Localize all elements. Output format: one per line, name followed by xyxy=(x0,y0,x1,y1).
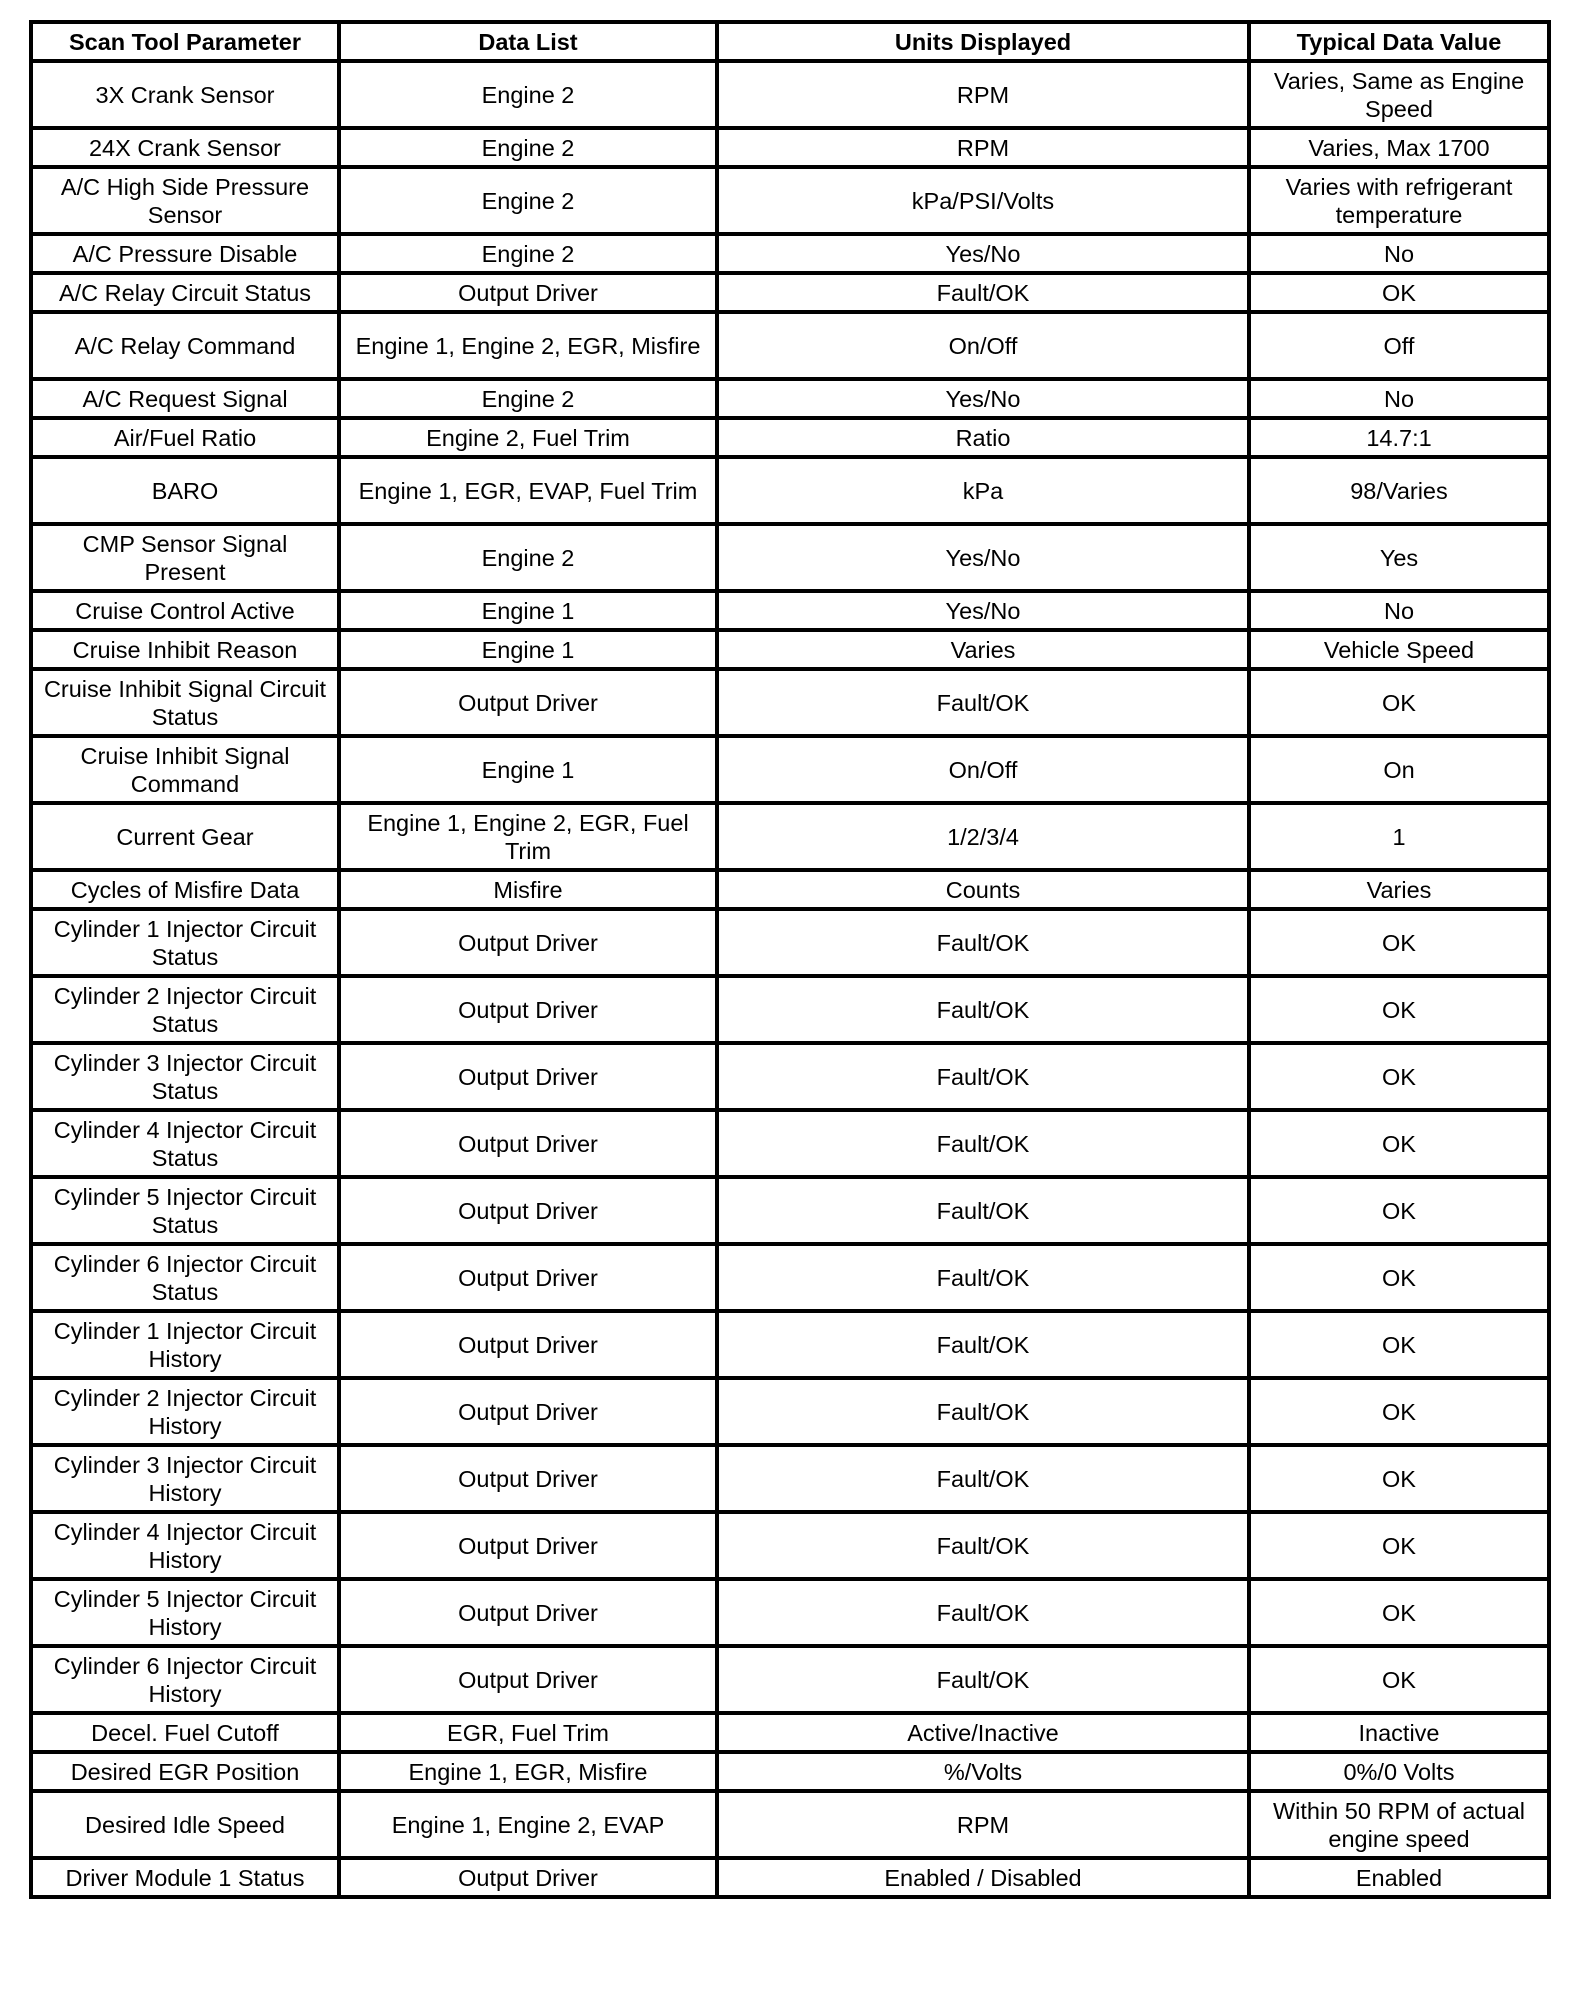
data-list-cell: Engine 2 xyxy=(339,379,717,418)
header-typical-data-value: Typical Data Value xyxy=(1249,22,1549,61)
table-body xyxy=(31,61,1549,1897)
units-cell: Counts xyxy=(717,870,1249,909)
typical-value-cell: OK xyxy=(1249,1311,1549,1378)
units-cell: Fault/OK xyxy=(717,1646,1249,1713)
units-cell: RPM xyxy=(717,1791,1249,1858)
units-cell: Yes/No xyxy=(717,234,1249,273)
units-cell: Fault/OK xyxy=(717,1378,1249,1445)
data-list-cell: Output Driver xyxy=(339,1646,717,1713)
typical-value-cell: OK xyxy=(1249,1579,1549,1646)
units-cell: 1/2/3/4 xyxy=(717,803,1249,870)
table-row xyxy=(31,1752,1549,1791)
data-list-cell: Output Driver xyxy=(339,1311,717,1378)
parameter-cell: Current Gear xyxy=(31,803,339,870)
units-cell: Fault/OK xyxy=(717,1043,1249,1110)
data-list-cell: Engine 2 xyxy=(339,61,717,128)
parameter-cell: Cruise Control Active xyxy=(31,591,339,630)
table-row xyxy=(31,1445,1549,1512)
parameter-cell: Cylinder 5 Injector Circuit History xyxy=(31,1579,339,1646)
typical-value-cell: Varies, Max 1700 xyxy=(1249,128,1549,167)
units-cell: Active/Inactive xyxy=(717,1713,1249,1752)
units-cell: Fault/OK xyxy=(717,976,1249,1043)
units-cell: Fault/OK xyxy=(717,1244,1249,1311)
data-list-cell: Engine 2 xyxy=(339,234,717,273)
data-list-cell: Output Driver xyxy=(339,1858,717,1897)
header-units-displayed: Units Displayed xyxy=(717,22,1249,61)
units-cell: Fault/OK xyxy=(717,1512,1249,1579)
data-list-cell: Output Driver xyxy=(339,909,717,976)
table-row xyxy=(31,1244,1549,1311)
data-list-cell: Output Driver xyxy=(339,976,717,1043)
header-data-list: Data List xyxy=(339,22,717,61)
table-row xyxy=(31,167,1549,234)
units-cell: On/Off xyxy=(717,312,1249,379)
table-row xyxy=(31,1858,1549,1897)
parameter-cell: Cylinder 3 Injector Circuit Status xyxy=(31,1043,339,1110)
typical-value-cell: Varies xyxy=(1249,870,1549,909)
units-cell: RPM xyxy=(717,128,1249,167)
table-row xyxy=(31,1177,1549,1244)
typical-value-cell: Vehicle Speed xyxy=(1249,630,1549,669)
parameter-cell: Decel. Fuel Cutoff xyxy=(31,1713,339,1752)
typical-value-cell: Off xyxy=(1249,312,1549,379)
parameter-cell: Desired Idle Speed xyxy=(31,1791,339,1858)
parameter-cell: BARO xyxy=(31,457,339,524)
parameter-cell: 3X Crank Sensor xyxy=(31,61,339,128)
parameter-cell: A/C High Side Pressure Sensor xyxy=(31,167,339,234)
parameter-cell: Cylinder 2 Injector Circuit History xyxy=(31,1378,339,1445)
data-list-cell: Output Driver xyxy=(339,1579,717,1646)
header-scan-tool-parameter: Scan Tool Parameter xyxy=(31,22,339,61)
parameter-cell: Cylinder 6 Injector Circuit History xyxy=(31,1646,339,1713)
scan-tool-parameter-table xyxy=(29,20,1551,1899)
data-list-cell: Output Driver xyxy=(339,1445,717,1512)
table-row xyxy=(31,273,1549,312)
units-cell: Fault/OK xyxy=(717,273,1249,312)
units-cell: Fault/OK xyxy=(717,1311,1249,1378)
parameter-cell: Driver Module 1 Status xyxy=(31,1858,339,1897)
parameter-cell: Cruise Inhibit Signal Circuit Status xyxy=(31,669,339,736)
data-list-cell: EGR, Fuel Trim xyxy=(339,1713,717,1752)
parameter-cell: Cylinder 6 Injector Circuit Status xyxy=(31,1244,339,1311)
table-row xyxy=(31,128,1549,167)
table-row xyxy=(31,736,1549,803)
typical-value-cell: Within 50 RPM of actual engine speed xyxy=(1249,1791,1549,1858)
typical-value-cell: No xyxy=(1249,234,1549,273)
parameter-cell: A/C Request Signal xyxy=(31,379,339,418)
data-list-cell: Misfire xyxy=(339,870,717,909)
parameter-cell: 24X Crank Sensor xyxy=(31,128,339,167)
parameter-cell: Cylinder 1 Injector Circuit History xyxy=(31,1311,339,1378)
typical-value-cell: No xyxy=(1249,379,1549,418)
data-list-cell: Engine 2 xyxy=(339,167,717,234)
data-list-cell: Engine 1, EGR, EVAP, Fuel Trim xyxy=(339,457,717,524)
data-list-cell: Engine 1, Engine 2, EGR, Fuel Trim xyxy=(339,803,717,870)
parameter-cell: Cylinder 3 Injector Circuit History xyxy=(31,1445,339,1512)
units-cell: Yes/No xyxy=(717,591,1249,630)
parameter-cell: A/C Pressure Disable xyxy=(31,234,339,273)
table-row xyxy=(31,418,1549,457)
parameter-cell: Desired EGR Position xyxy=(31,1752,339,1791)
units-cell: kPa xyxy=(717,457,1249,524)
data-list-cell: Output Driver xyxy=(339,273,717,312)
typical-value-cell: 98/Varies xyxy=(1249,457,1549,524)
table-row xyxy=(31,976,1549,1043)
units-cell: kPa/PSI/Volts xyxy=(717,167,1249,234)
units-cell: Ratio xyxy=(717,418,1249,457)
data-list-cell: Output Driver xyxy=(339,1512,717,1579)
parameter-cell: Cylinder 4 Injector Circuit Status xyxy=(31,1110,339,1177)
table-row xyxy=(31,1579,1549,1646)
table-row xyxy=(31,1646,1549,1713)
typical-value-cell: 14.7:1 xyxy=(1249,418,1549,457)
units-cell: RPM xyxy=(717,61,1249,128)
data-list-cell: Engine 1, EGR, Misfire xyxy=(339,1752,717,1791)
parameter-cell: Cycles of Misfire Data xyxy=(31,870,339,909)
table-row xyxy=(31,1043,1549,1110)
typical-value-cell: No xyxy=(1249,591,1549,630)
data-list-cell: Output Driver xyxy=(339,669,717,736)
data-list-cell: Output Driver xyxy=(339,1177,717,1244)
table-row xyxy=(31,457,1549,524)
table-row xyxy=(31,61,1549,128)
parameter-cell: Cylinder 4 Injector Circuit History xyxy=(31,1512,339,1579)
data-list-cell: Engine 2 xyxy=(339,128,717,167)
table-row xyxy=(31,1110,1549,1177)
table-row xyxy=(31,909,1549,976)
parameter-cell: Cruise Inhibit Signal Command xyxy=(31,736,339,803)
data-list-cell: Engine 1 xyxy=(339,736,717,803)
units-cell: Varies xyxy=(717,630,1249,669)
table-row xyxy=(31,524,1549,591)
typical-value-cell: OK xyxy=(1249,909,1549,976)
table-row xyxy=(31,1512,1549,1579)
units-cell: Fault/OK xyxy=(717,1110,1249,1177)
data-list-cell: Output Driver xyxy=(339,1378,717,1445)
typical-value-cell: OK xyxy=(1249,1512,1549,1579)
typical-value-cell: OK xyxy=(1249,1445,1549,1512)
table-row xyxy=(31,630,1549,669)
data-list-cell: Engine 1, Engine 2, EGR, Misfire xyxy=(339,312,717,379)
table-header-row xyxy=(31,22,1549,61)
typical-value-cell: OK xyxy=(1249,669,1549,736)
parameter-cell: Cruise Inhibit Reason xyxy=(31,630,339,669)
typical-value-cell: Yes xyxy=(1249,524,1549,591)
parameter-cell: Air/Fuel Ratio xyxy=(31,418,339,457)
units-cell: Fault/OK xyxy=(717,1445,1249,1512)
data-list-cell: Engine 1 xyxy=(339,591,717,630)
units-cell: Fault/OK xyxy=(717,1177,1249,1244)
table-row xyxy=(31,1791,1549,1858)
table-row xyxy=(31,803,1549,870)
typical-value-cell: OK xyxy=(1249,976,1549,1043)
data-list-cell: Output Driver xyxy=(339,1110,717,1177)
units-cell: Fault/OK xyxy=(717,1579,1249,1646)
units-cell: Yes/No xyxy=(717,379,1249,418)
typical-value-cell: OK xyxy=(1249,1646,1549,1713)
table-row xyxy=(31,234,1549,273)
data-list-cell: Engine 1 xyxy=(339,630,717,669)
typical-value-cell: Inactive xyxy=(1249,1713,1549,1752)
parameter-cell: Cylinder 2 Injector Circuit Status xyxy=(31,976,339,1043)
typical-value-cell: 1 xyxy=(1249,803,1549,870)
parameter-cell: CMP Sensor Signal Present xyxy=(31,524,339,591)
typical-value-cell: On xyxy=(1249,736,1549,803)
units-cell: Fault/OK xyxy=(717,909,1249,976)
table-row xyxy=(31,1713,1549,1752)
table-row xyxy=(31,379,1549,418)
units-cell: Fault/OK xyxy=(717,669,1249,736)
units-cell: On/Off xyxy=(717,736,1249,803)
parameter-cell: A/C Relay Command xyxy=(31,312,339,379)
typical-value-cell: Varies, Same as Engine Speed xyxy=(1249,61,1549,128)
parameter-cell: Cylinder 1 Injector Circuit Status xyxy=(31,909,339,976)
parameter-cell: A/C Relay Circuit Status xyxy=(31,273,339,312)
data-list-cell: Engine 1, Engine 2, EVAP xyxy=(339,1791,717,1858)
data-list-cell: Output Driver xyxy=(339,1043,717,1110)
table-row xyxy=(31,312,1549,379)
units-cell: %/Volts xyxy=(717,1752,1249,1791)
typical-value-cell: Varies with refrigerant temperature xyxy=(1249,167,1549,234)
typical-value-cell: OK xyxy=(1249,1110,1549,1177)
table-row xyxy=(31,870,1549,909)
parameter-cell: Cylinder 5 Injector Circuit Status xyxy=(31,1177,339,1244)
typical-value-cell: OK xyxy=(1249,1177,1549,1244)
typical-value-cell: OK xyxy=(1249,273,1549,312)
table-row xyxy=(31,1378,1549,1445)
table-row xyxy=(31,669,1549,736)
units-cell: Yes/No xyxy=(717,524,1249,591)
units-cell: Enabled / Disabled xyxy=(717,1858,1249,1897)
typical-value-cell: OK xyxy=(1249,1378,1549,1445)
typical-value-cell: OK xyxy=(1249,1043,1549,1110)
typical-value-cell: 0%/0 Volts xyxy=(1249,1752,1549,1791)
data-list-cell: Output Driver xyxy=(339,1244,717,1311)
table-row xyxy=(31,591,1549,630)
typical-value-cell: OK xyxy=(1249,1244,1549,1311)
typical-value-cell: Enabled xyxy=(1249,1858,1549,1897)
data-list-cell: Engine 2, Fuel Trim xyxy=(339,418,717,457)
data-list-cell: Engine 2 xyxy=(339,524,717,591)
table-row xyxy=(31,1311,1549,1378)
